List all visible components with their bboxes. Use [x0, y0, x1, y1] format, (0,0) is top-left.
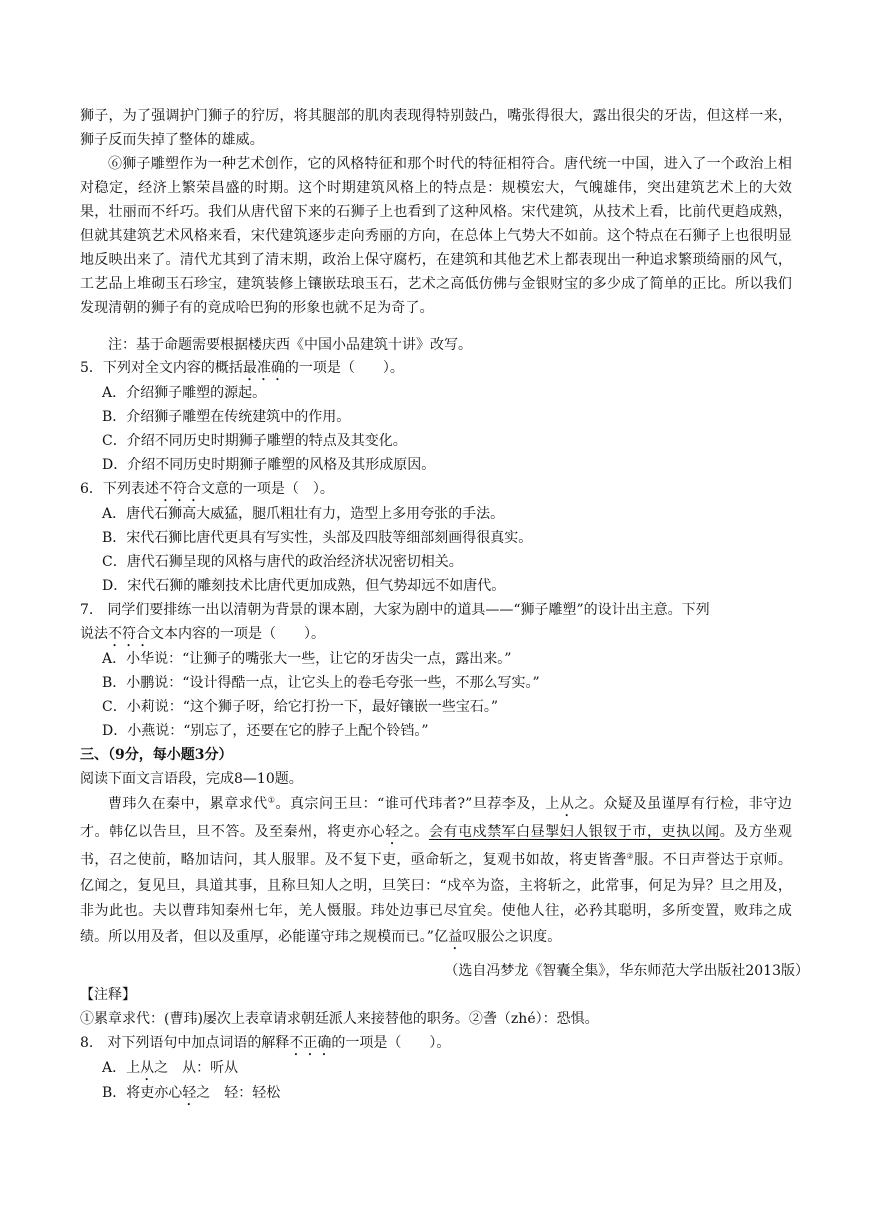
- question-7-option-b: B．小鹏说：“设计得酷一点，让它头上的卷毛夸张一些，不那么写实。”: [102, 675, 540, 691]
- question-8-option-a: [102, 1058, 238, 1078]
- passage-paragraph-5-tail: [80, 104, 792, 152]
- passage-text: 服。不日声誉达于京师。亿闻之，复见旦，具道其事，且称旦知人之明，旦笑曰：“戍卒为盗，主将斩之，此常事，何足为异？旦之用及，非为此也。夫以曹玮知秦州七年，羌人慑服。玮处边事已尽宜矣。使他人往，必矜其聪明，多所变置，败玮之成绩。所以用及者，但以及重厚，必能谨守玮之规模而已。”亿: [80, 852, 793, 945]
- question-7-stem-line-1: 7. 同学们要排练一出以清朝为背景的课本剧，大家为剧中的道具——“狮子雕塑”的设计出主意。下列: [80, 602, 710, 618]
- stem-text: 文本内容的一项是（ ）。: [150, 626, 325, 642]
- stem-text: 6．下列表述: [80, 481, 159, 497]
- passage-text: 之。: [399, 824, 429, 840]
- emphasis-text: 从: [140, 1060, 155, 1076]
- emphasis-text: 最准确: [242, 360, 285, 376]
- section-3-heading: 三、（9分，每小题3分）: [80, 747, 233, 763]
- question-7-option-c: C．小莉说：“这个狮子呀，给它打扮一下，最好镶嵌一些宝石。”: [102, 699, 499, 715]
- option-text: B．将吏亦心: [102, 1085, 183, 1101]
- stem-text: 8. 对下列语句中加点词语的解释: [80, 1035, 290, 1051]
- passage-text: 。及方坐观书，召之使前，略加诘问，其人服罪。及不复下吏，亟命斩之，复观书如故，将吏皆詟: [80, 824, 793, 868]
- question-5-option-c: C．介绍不同历史时期狮子雕塑的特点及其变化。: [102, 433, 407, 449]
- question-7-option-d: D．小燕说：“别忘了，还要在它的脖子上配个铃铛。”: [102, 723, 429, 739]
- emphasis-text: 轻: [385, 824, 400, 840]
- emphasis-text: 益: [448, 928, 463, 945]
- question-7-option-a: A．小华说：“让狮子的嘴张大一些，让它的牙齿尖一点，露出来。”: [102, 651, 512, 667]
- option-text: 之 轻：轻松: [196, 1085, 281, 1101]
- passage-text: 。真宗问王旦：“谁可代玮者?”旦荐李及，上: [275, 796, 560, 812]
- emphasis-text: 轻: [182, 1085, 197, 1101]
- question-7-stem-line-2: [80, 624, 325, 644]
- passage-text: 叹服公之识度。: [462, 928, 562, 945]
- question-5-stem: [80, 358, 404, 378]
- passage-paragraph-6: [80, 152, 792, 320]
- question-5-option-b: B．介绍狮子雕塑在传统建筑中的作用。: [102, 409, 351, 425]
- emphasis-text: 从: [559, 796, 575, 812]
- question-6-option-d: D．宋代石狮的雕刻技术比唐代更加成熟，但气势却远不如唐代。: [102, 578, 506, 594]
- option-text: A．上: [102, 1060, 141, 1076]
- footnote-marker: ①: [267, 795, 276, 805]
- notes-text: ①累章求代：(曹玮)屡次上表章请求朝廷派人来接替他的职务。②詟（zhé）：恐惧。: [80, 1011, 599, 1027]
- emphasis-text: 不符合: [158, 481, 201, 497]
- underlined-sentence: 会有屯戍禁军白昼掣妇人银钗于市，吏执以闻: [428, 824, 720, 840]
- question-6-option-b: B．宋代石狮比唐代更具有写实性，头部及四肢等细部刻画得很真实。: [102, 530, 533, 546]
- stem-text: 的一项是（ ）。: [331, 1035, 451, 1051]
- notes-heading: 【注释】: [80, 987, 136, 1003]
- passage-text: 狮子，为了强调护门狮子的狞厉，将其腿部的肌肉表现得特别鼓凸，嘴张得很大，露出很尖的牙齿，但这样一来，狮子反而失掉了整体的雄威。: [80, 108, 792, 148]
- passage-source: （选自冯梦龙《智囊全集》，华东师范大学出版社2013版）: [444, 963, 809, 979]
- source-note: 注：基于命题需要根据楼庆西《中国小品建筑十讲》改写。: [108, 337, 472, 353]
- stem-text: 的一项是（ ）。: [284, 360, 404, 376]
- question-5-option-a: A．介绍狮子雕塑的源起。: [102, 385, 267, 401]
- question-6-stem: [80, 479, 334, 499]
- section-3-instruction: 阅读下面文言语段，完成8—10题。: [80, 771, 303, 787]
- question-8-stem: [80, 1033, 450, 1053]
- stem-text: 说法: [80, 626, 108, 642]
- question-6-option-c: C．唐代石狮呈现的风格与唐代的政治经济状况密切相关。: [102, 554, 463, 570]
- footnote-marker: ②: [626, 851, 635, 861]
- stem-text: 5．下列对全文内容的概括: [80, 360, 243, 376]
- passage-body: [80, 792, 792, 953]
- question-8-option-b: [102, 1083, 280, 1103]
- question-5-option-d: D．介绍不同历史时期狮子雕塑的风格及其形成原因。: [102, 457, 436, 473]
- stem-text: 文意的一项是（ ）。: [200, 481, 334, 497]
- option-text: 之 从：听从: [154, 1060, 239, 1076]
- passage-text: 曹玮久在秦中，累章求代: [108, 796, 268, 812]
- passage-text: ⑥狮子雕塑作为一种艺术创作，它的风格特征和那个时代的特征相符合。唐代统一中国，进入了一个政治上相对稳定，经济上繁荣昌盛的时期。这个时期建筑风格上的特点是：规模宏大，气魄雄伟，突出建筑艺术上的大效果，壮丽而不纤巧。我们从唐代留下来的石狮子上也看到了这种风格。宋代建筑，从技术上看，比前代更趋成熟，但就其建筑艺术风格来看，宋代建筑逐步走向秀丽的方向，在总体上气势大不如前。这个特点在石狮子上也很明显地反映出来了。清代尤其到了清末期，政治上保守腐朽，在建筑和其他艺术上都表现出一种追求繁琐绮丽的风气，工艺品上堆砌玉石珍宝，建筑装修上镶嵌珐琅玉石，艺术之高低仿佛与金银财宝的多少成了简单的正比。所以我们发现清朝的狮子有的竟成哈巴狗的形象也就不足为奇了。: [80, 156, 792, 316]
- classical-chinese-passage: [80, 792, 792, 953]
- emphasis-text: 不正确: [289, 1035, 332, 1051]
- emphasis-text: 不符合: [108, 626, 150, 642]
- question-6-option-a: A．唐代石狮高大威猛，腿爪粗壮有力，造型上多用夸张的手法。: [102, 506, 505, 522]
- passage-text: 之。众疑及虽谨厚有行检，非守边才。韩亿以告旦，旦不答。及至秦州，将吏亦心: [80, 796, 792, 840]
